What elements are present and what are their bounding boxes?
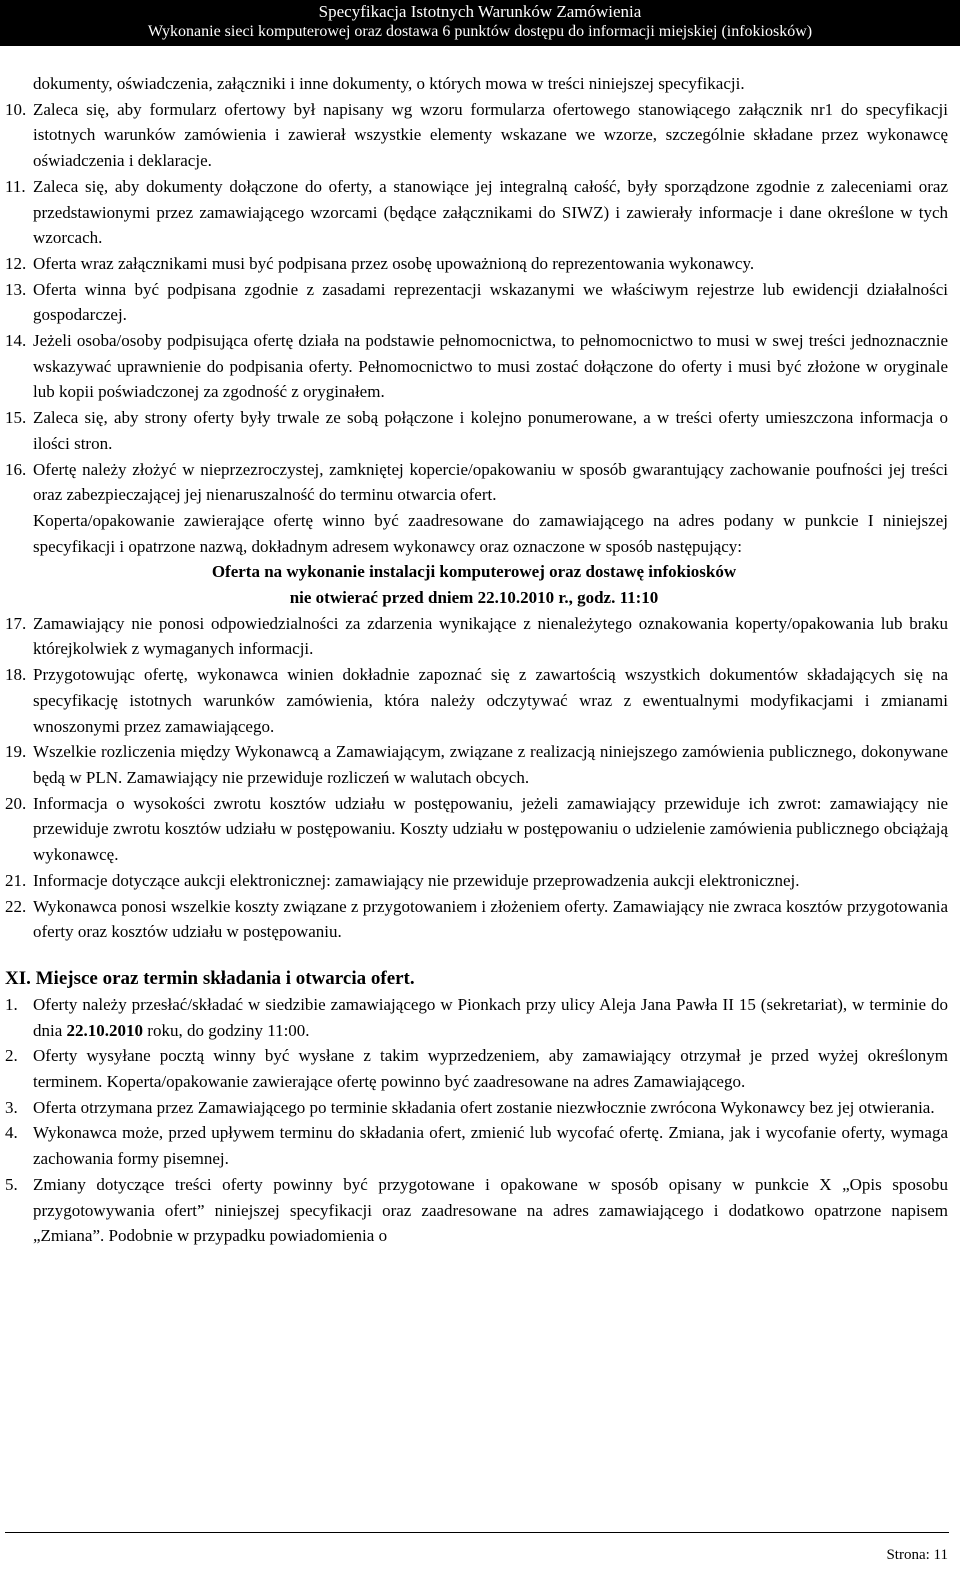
item-text: Oferta winna być podpisana zgodnie z zasadami reprezentacji wskazanymi we właściwym rejestrze lub ewidencji działalności gospodarczej. xyxy=(33,279,948,325)
document-body xyxy=(0,71,960,1249)
section-heading: XI. Miejsce oraz termin składania i otwarcia ofert. xyxy=(5,967,415,989)
item-text: Jeżeli osoba/osoby podpisująca ofertę działa na podstawie pełnomocnictwa, to pełnomocnictwo to musi w swej treści jednoznacznie wskazywać uprawnienie do podpisania oferty. Pełnomocnictwo to musi zostać dołączone do oferty i musi być złożone w oryginale lub kopii poświadczonej za zgodność z oryginałem. xyxy=(33,331,948,402)
item-number: 21. xyxy=(5,870,27,890)
list-item xyxy=(0,1172,960,1249)
item-text: Zaleca się, aby strony oferty były trwale ze sobą połączone i kolejno ponumerowane, a w treści oferty umieszczona informacja o ilości stron. xyxy=(33,408,948,453)
item-number: 1. xyxy=(5,994,18,1014)
item-text: Zaleca się, aby dokumenty dołączone do oferty, a stanowiące jej integralną całość, były sporządzone zgodnie z zaleceniami oraz przedstawionymi przez zamawiającego wzorcami (będące załącznikami do SIWZ) i zawierały informacje i dane określone w tych wzorcach. xyxy=(33,176,948,248)
item-text: Informacje dotyczące aukcji elektronicznej: zamawiający nie przewiduje przeprowadzenia aukcji elektronicznej. xyxy=(33,870,800,890)
item-number: 17. xyxy=(5,613,27,633)
item-number: 3. xyxy=(5,1097,18,1117)
envelope-label-line1: Oferta na wykonanie instalacji komputerowej oraz dostawę infokiosków xyxy=(211,562,737,582)
item-number: 10. xyxy=(5,99,27,119)
item-number: 14. xyxy=(5,331,27,351)
item-text: Oferta wraz załącznikami musi być podpisana przez osobę upoważnioną do reprezentowania wykonawcy. xyxy=(33,253,755,273)
list-item xyxy=(0,739,960,790)
item-number: 11. xyxy=(5,176,26,196)
item-text-pre: Oferty należy przesłać/składać w siedzibie zamawiającego w Pionkach przy ulicy Aleja Jana Pawła II 15 (sekretariat), w terminie do dnia xyxy=(33,994,948,1040)
item-text: Wszelkie rozliczenia między Wykonawcą a Zamawiającym, związane z realizacją niniejszego zamówienia publicznego, dokonywane będą w PLN. Zamawiający nie przewiduje rozliczeń w walutach obcych. xyxy=(33,742,948,787)
list-item xyxy=(0,328,960,405)
item-text: Zaleca się, aby formularz ofertowy był napisany wg wzoru formularza ofertowego stanowiącego załącznik nr1 do specyfikacji istotnych warunków zamówienia i zawierał wszystkie elementy wskazane we wzorze, szczególnie składane przez wykonawcę oświadczenia i deklaracje. xyxy=(33,99,948,171)
item-number: 12. xyxy=(5,253,27,273)
list-item xyxy=(0,457,960,508)
list-item xyxy=(0,791,960,868)
item-text: Ofertę należy złożyć w nieprzezroczystej, zamkniętej kopercie/opakowaniu w sposób gwarantujący zachowanie poufności jej treści oraz zabezpieczającej jej nienaruszalność do terminu otwarcia ofert. xyxy=(33,459,948,505)
envelope-label-line2: nie otwierać przed dniem 22.10.2010 r., godz. 11:10 xyxy=(289,588,659,608)
item-text: Oferty wysyłane pocztą winny być wysłane z takim wyprzedzeniem, aby zamawiający otrzymał je przed wyżej określonym terminem. Koperta/opakowanie zawierające ofertę powinno być zaadresowane na adres Zamawiającego. xyxy=(33,1046,948,1092)
item-number: 20. xyxy=(5,793,27,813)
item-16-continuation: Koperta/opakowanie zawierające ofertę winno być zaadresowane do zamawiającego na adres podany w punkcie I niniejszej specyfikacji i opatrzone nazwą, dokładnym adresem wykonawcy oraz oznaczone w sposób następujący: xyxy=(33,510,948,556)
item-text: Wykonawca ponosi wszelkie koszty związane z przygotowaniem i złożeniem oferty. Zamawiający nie zwraca kosztów przygotowania oferty oraz kosztów udziału w postępowaniu. xyxy=(33,896,948,942)
item-number: 5. xyxy=(5,1174,18,1194)
intro-paragraph: dokumenty, oświadczenia, załączniki i inne dokumenty, o których mowa w treści niniejszej specyfikacji. xyxy=(33,74,745,93)
list-item xyxy=(0,1120,960,1171)
item-text: Oferta otrzymana przez Zamawiającego po terminie składania ofert zostanie niezwłocznie zwrócona Wykonawcy bez jej otwierania. xyxy=(33,1097,935,1117)
item-number: 19. xyxy=(5,742,27,762)
item-text: Przygotowując ofertę, wykonawca winien dokładnie zapoznać się z zawartością wszystkich dokumentów składających się na specyfikację istotnych warunków zamówienia, która należy odczytywać wraz z ewentualnymi modyfikacjami i zmianami wnoszonymi przez zamawiającego. xyxy=(33,665,948,736)
list-item xyxy=(0,894,960,945)
item-text: Informacja o wysokości zwrotu kosztów udziału w postępowaniu, jeżeli zamawiający przewiduje ich zwrot: zamawiający nie przewiduje zwrotu kosztów udziału w postępowaniu. Koszty udziału w postępowaniu o udzielenie zamówienia publicznego obciążają wykonawcę. xyxy=(33,793,948,865)
list-item xyxy=(0,405,960,456)
footer-divider xyxy=(5,1532,949,1533)
item-number: 15. xyxy=(5,408,27,428)
page-header xyxy=(0,0,960,46)
list-item xyxy=(0,1095,960,1121)
item-number: 4. xyxy=(5,1123,18,1143)
list-item xyxy=(0,992,960,1043)
list-item xyxy=(0,1043,960,1094)
section-xi-list xyxy=(0,992,960,1249)
list-items-17-22 xyxy=(0,611,960,945)
list-item xyxy=(0,251,960,277)
item-text: Zmiany dotyczące treści oferty powinny być przygotowane i opakowane w sposób opisany w punkcie X „Opis sposobu przygotowywania ofert” niniejszej specyfikacji oraz zaadresowane na adres zamawiającego i dodatkowo opatrzone napisem „Zmiana”. Podobnie w przypadku powiadomienia o xyxy=(33,1174,948,1246)
item-number: 2. xyxy=(5,1046,18,1066)
list-item xyxy=(0,277,960,328)
item-number: 22. xyxy=(5,896,27,916)
item-number: 16. xyxy=(5,459,27,479)
deadline-date: 22.10.2010 xyxy=(66,1020,144,1040)
list-item xyxy=(0,868,960,894)
page-number: Strona: 11 xyxy=(886,1547,948,1563)
list-item xyxy=(0,97,960,174)
item-text: Wykonawca może, przed upływem terminu do składania ofert, zmienić lub wycofać ofertę. Zmiana, jak i wycofanie oferty, wymaga zachowania formy pisemnej. xyxy=(33,1123,948,1169)
list-item xyxy=(0,174,960,251)
item-number: 18. xyxy=(5,665,27,685)
item-text-post: roku, do godziny 11:00. xyxy=(143,1020,310,1040)
item-number: 13. xyxy=(5,279,27,299)
list-item xyxy=(0,662,960,739)
item-text: Zamawiający nie ponosi odpowiedzialności za zdarzenia wynikające z nienależytego oznakowania koperty/opakowania lub braku którejkolwiek z wymaganych informacji. xyxy=(33,613,948,659)
header-subtitle: Wykonanie sieci komputerowej oraz dostawa 6 punktów dostępu do informacji miejskiej (infokiosków) xyxy=(147,23,813,40)
list-item xyxy=(0,611,960,662)
header-title: Specyfikacja Istotnych Warunków Zamówienia xyxy=(318,2,642,21)
list-items-10-16 xyxy=(0,97,960,611)
